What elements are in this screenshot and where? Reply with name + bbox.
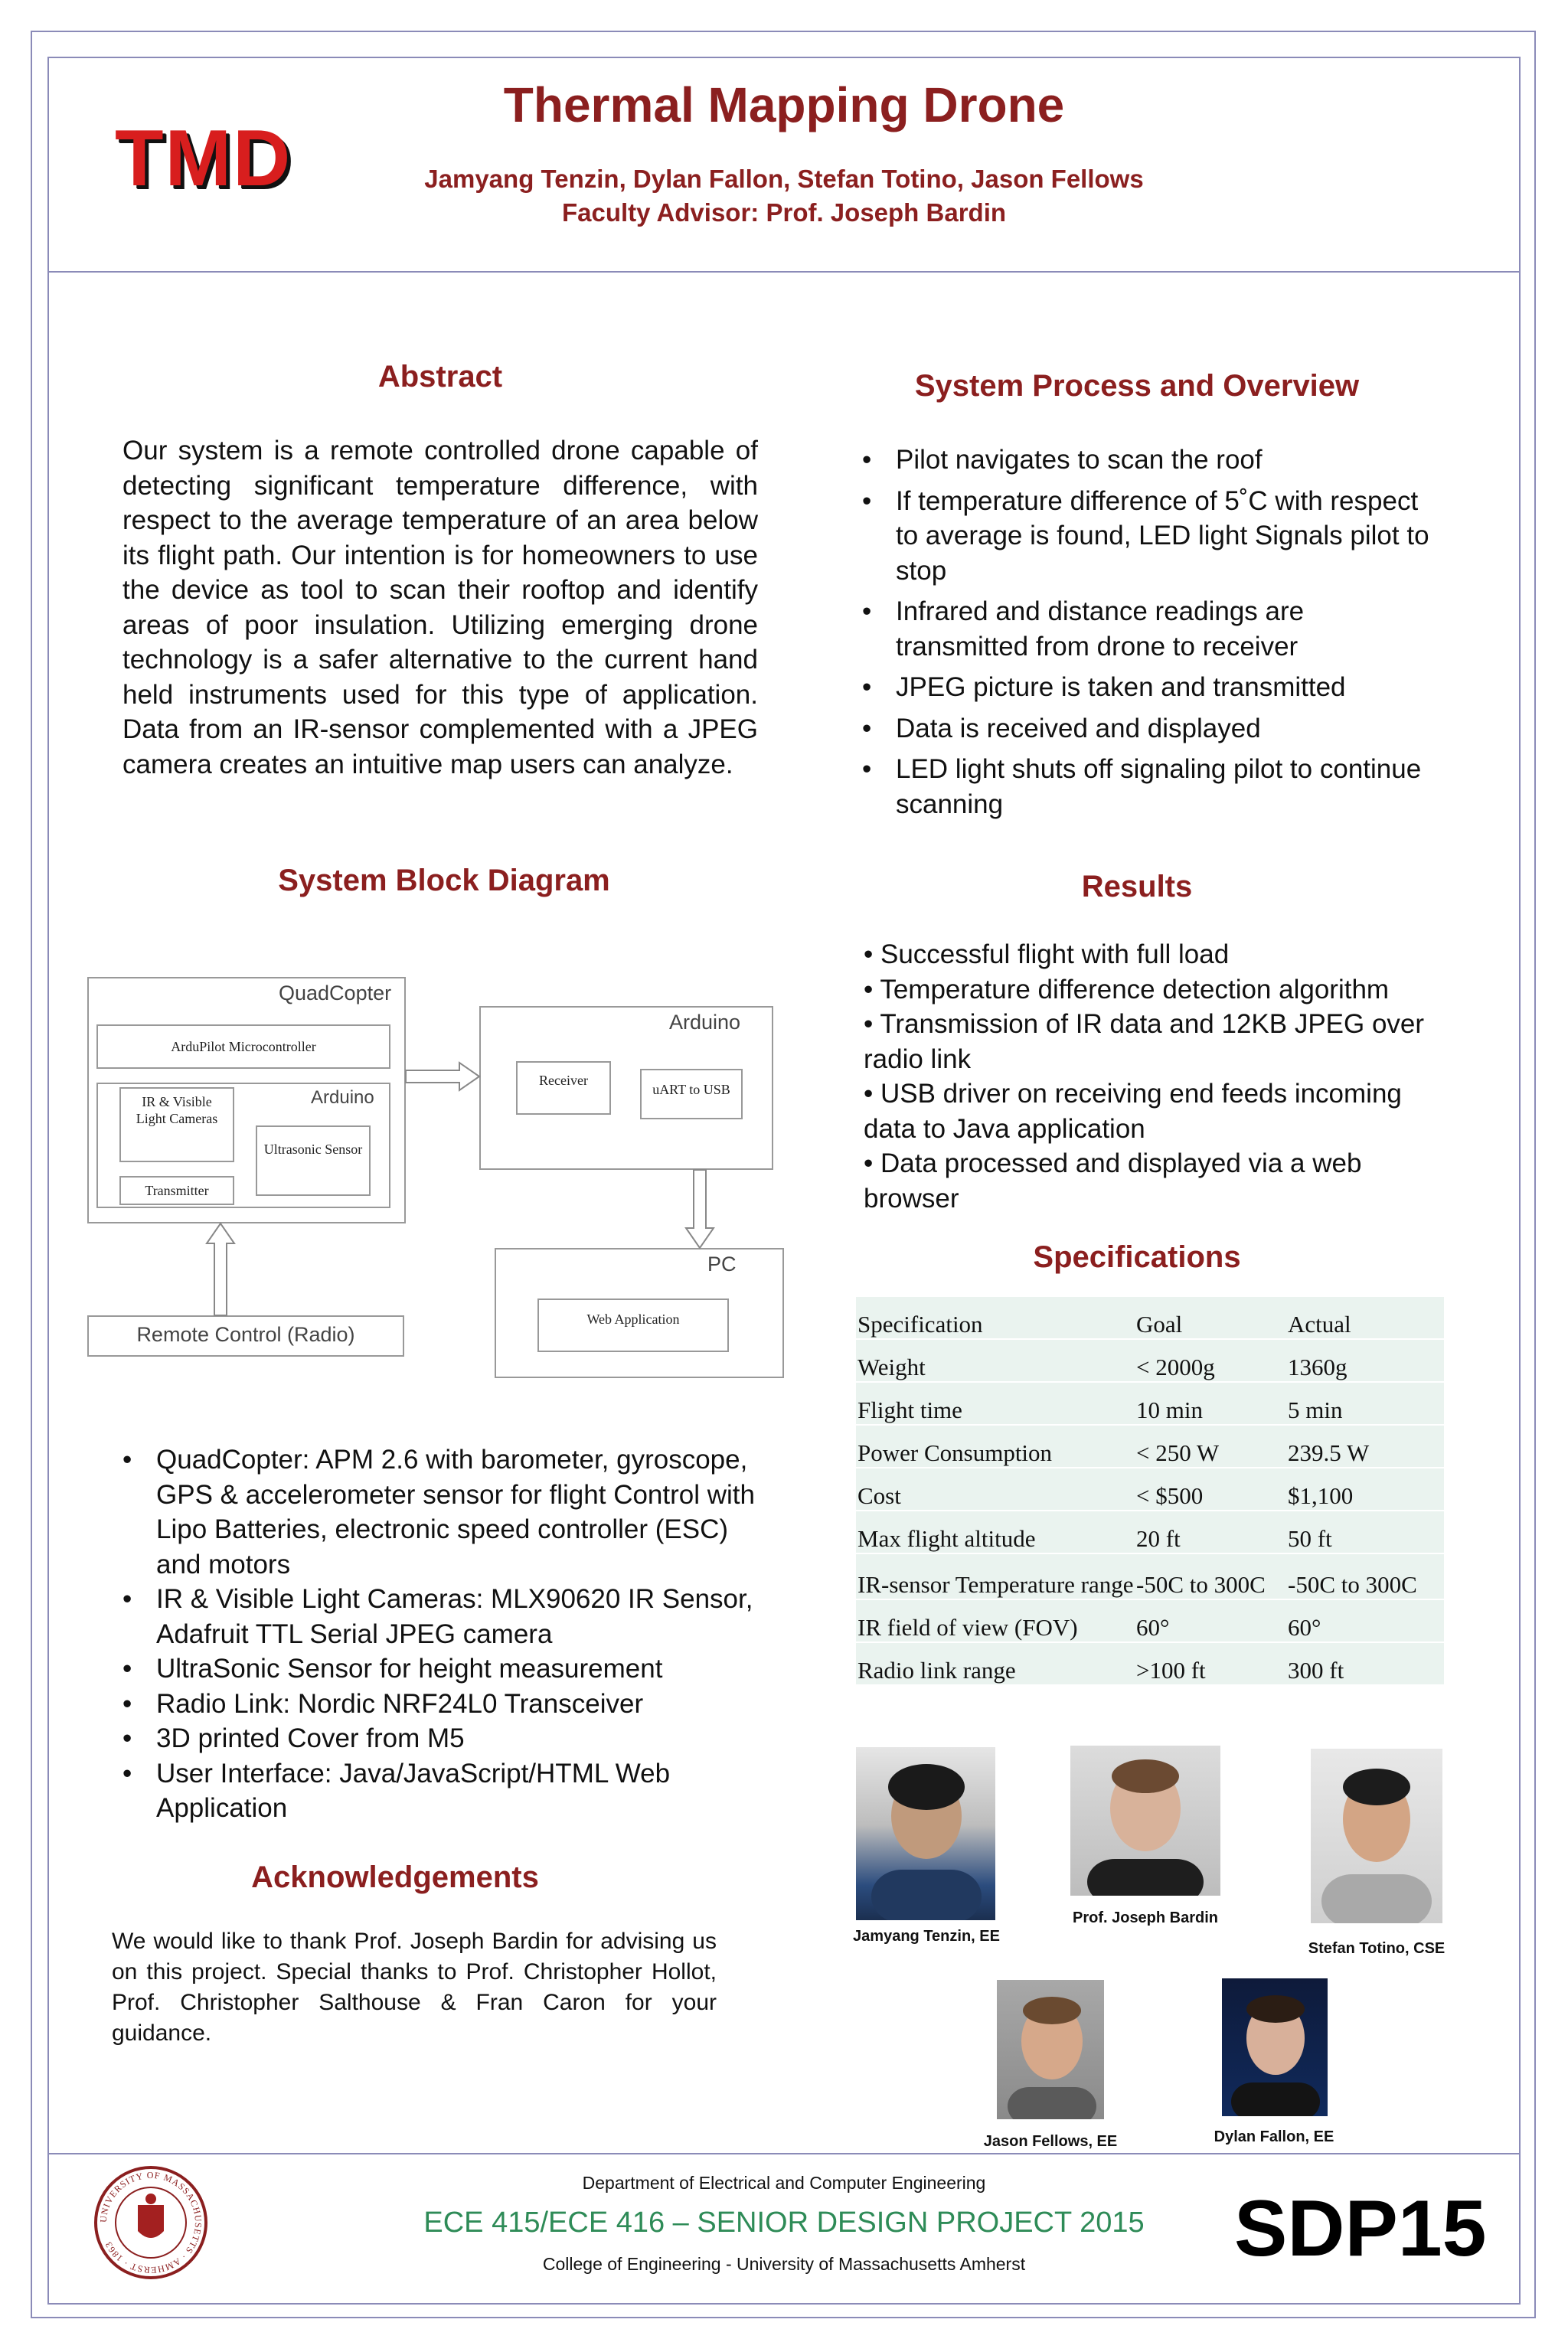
caption-stefan: Stefan Totino, CSE [1308, 1940, 1446, 1957]
footer-divider [47, 2153, 1521, 2154]
arduino-outer-label: Arduino [669, 1011, 741, 1034]
process-item: • JPEG picture is taken and transmitted [862, 672, 1346, 702]
components-bullets [119, 1442, 755, 1826]
tmd-logo: TMD [115, 114, 292, 203]
components-list [119, 1442, 755, 1826]
abstract-title: Abstract [377, 360, 503, 394]
table-cell: 60° [1286, 1599, 1444, 1642]
table-row [856, 1339, 1444, 1382]
table-row [856, 1382, 1444, 1425]
photo-bardin [1070, 1746, 1220, 1896]
table-row [856, 1468, 1444, 1511]
component-item: • User Interface: Java/JavaScript/HTML Web Application [122, 1758, 671, 1823]
table-cell: Radio link range [856, 1642, 1135, 1685]
table-cell: 50 ft [1286, 1511, 1444, 1553]
person-silhouette-icon [1070, 1746, 1220, 1896]
photo-dylan [1222, 1978, 1328, 2116]
acknowledgements-text: We would like to thank Prof. Joseph Bardin for advising us on this project. Special thanks to Prof. Christopher Hollot, Prof. Christopher Salthouse & Fran Caron for your guidance. [112, 1929, 717, 2046]
faculty-advisor: Faculty Advisor: Prof. Joseph Bardin [561, 198, 1007, 227]
ir-cameras-label: IR & Visible Light Cameras [136, 1094, 218, 1126]
person-silhouette-icon [1311, 1749, 1442, 1923]
results-item: • Temperature difference detection algorithm [864, 974, 1390, 1004]
table-cell: -50C to 300C [1286, 1553, 1444, 1599]
process-item: • Infrared and distance readings are transmitted from drone to receiver [862, 596, 1305, 662]
results-items [864, 937, 1461, 1216]
table-cell: Weight [856, 1339, 1135, 1382]
table-row [856, 1425, 1444, 1468]
caption-jason: Jason Fellows, EE [983, 2133, 1118, 2150]
process-bullets [859, 443, 1441, 822]
person-silhouette-icon [1222, 1978, 1328, 2116]
process-item: • If temperature difference of 5˚C with respect to average is found, LED light Signals pilot to stop [862, 485, 1429, 586]
table-cell: < 2000g [1135, 1339, 1286, 1382]
results-item: • USB driver on receiving end feeds incoming data to Java application [864, 1079, 1402, 1144]
table-cell: $1,100 [1286, 1468, 1444, 1511]
specifications-table-wrap [856, 1297, 1444, 1686]
table-cell: Specification [856, 1297, 1135, 1339]
component-item: • Radio Link: Nordic NRF24L0 Transceiver [122, 1688, 644, 1719]
table-cell: Cost [856, 1468, 1135, 1511]
header-divider [47, 271, 1521, 273]
table-cell: 5 min [1286, 1382, 1444, 1425]
table-row [856, 1511, 1444, 1553]
photo-jason [997, 1980, 1104, 2119]
sdp-badge: SDP15 [1234, 2184, 1487, 2273]
table-cell: 20 ft [1135, 1511, 1286, 1553]
pc-label: PC [707, 1253, 737, 1276]
component-item: • IR & Visible Light Cameras: MLX90620 IR Sensor, Adafruit TTL Serial JPEG camera [122, 1584, 753, 1649]
authors: Jamyang Tenzin, Dylan Fallon, Stefan Totino, Jason Fellows [424, 165, 1144, 193]
photo-stefan [1311, 1749, 1442, 1923]
specifications-title: Specifications [1033, 1240, 1241, 1274]
seal-text: UNIVERSITY OF MASSACHUSETTS · AMHERST · 1863 [97, 2169, 204, 2276]
process-title: System Process and Overview [914, 369, 1360, 403]
component-item: • QuadCopter: APM 2.6 with barometer, gyroscope, GPS & accelerometer sensor for flight Control with Lipo Batteries, electronic speed controller (ESC) and motors [122, 1445, 755, 1579]
footer-course: ECE 415/ECE 416 – SENIOR DESIGN PROJECT 2015 [423, 2207, 1145, 2239]
table-cell: 1360g [1286, 1339, 1444, 1382]
receiver-label: Receiver [539, 1073, 588, 1088]
component-item: • 3D printed Cover from M5 [122, 1723, 465, 1753]
table-row [856, 1642, 1444, 1685]
table-cell: 60° [1135, 1599, 1286, 1642]
process-item: • LED light shuts off signaling pilot to continue scanning [862, 754, 1422, 819]
authors-block [0, 162, 1568, 230]
remote-label: Remote Control (Radio) [136, 1323, 355, 1346]
ultrasonic-label: Ultrasonic Sensor [263, 1142, 363, 1157]
table-cell: Actual [1286, 1297, 1444, 1339]
transmitter-label: Transmitter [145, 1183, 209, 1198]
table-cell: < 250 W [1135, 1425, 1286, 1468]
table-cell: 300 ft [1286, 1642, 1444, 1685]
table-cell: Flight time [856, 1382, 1135, 1425]
results-item: • Data processed and displayed via a web browser [864, 1148, 1362, 1214]
results-title: Results [1081, 870, 1193, 903]
specifications-table [856, 1297, 1444, 1686]
caption-jamyang: Jamyang Tenzin, EE [853, 1928, 1000, 1945]
table-cell: 239.5 W [1286, 1425, 1444, 1468]
abstract-text: Our system is a remote controlled drone capable of detecting significant temperature difference, with respect to the average temperature of an area below its flight path. Our intention is for homeowners to use the device as tool to scan their rooftop and identify areas of poor insulation. Utilizing emerging drone technology is a safer alternative to the current hand held instruments used for this type of application. Data from an IR-sensor complemented with a JPEG camera creates an intuitive map users can analyze. [122, 436, 758, 779]
process-list [859, 443, 1441, 822]
block-diagram-title: System Block Diagram [278, 864, 610, 897]
quadcopter-label: QuadCopter [279, 982, 392, 1004]
web-app-label: Web Application [586, 1312, 680, 1327]
results-item: • Successful flight with full load [864, 939, 1230, 969]
photo-jamyang [856, 1747, 995, 1920]
table-cell: -50C to 300C [1135, 1553, 1286, 1599]
table-cell: IR-sensor Temperature range [856, 1553, 1135, 1599]
table-cell: Goal [1135, 1297, 1286, 1339]
person-silhouette-icon [856, 1747, 995, 1920]
caption-dylan: Dylan Fallon, EE [1214, 2128, 1334, 2145]
acknowledgements-title: Acknowledgements [251, 1860, 539, 1894]
table-cell: Power Consumption [856, 1425, 1135, 1468]
results-item: • Transmission of IR data and 12KB JPEG over radio link [864, 1009, 1425, 1074]
table-cell: Max flight altitude [856, 1511, 1135, 1553]
ardupilot-label: ArduPilot Microcontroller [171, 1039, 316, 1054]
uart-label: uART to USB [652, 1082, 730, 1097]
table-cell: 10 min [1135, 1382, 1286, 1425]
table-row [856, 1553, 1444, 1599]
poster-title: Thermal Mapping Drone [503, 77, 1065, 132]
person-silhouette-icon [997, 1980, 1104, 2119]
caption-bardin: Prof. Joseph Bardin [1072, 1909, 1219, 1926]
table-cell: IR field of view (FOV) [856, 1599, 1135, 1642]
results-list [864, 937, 1461, 1216]
process-item: • Data is received and displayed [862, 713, 1261, 743]
footer-college: College of Engineering - University of Massachusetts Amherst [542, 2254, 1026, 2274]
component-item: • UltraSonic Sensor for height measurement [122, 1654, 663, 1684]
table-header-row [856, 1297, 1444, 1339]
process-item: • Pilot navigates to scan the roof [862, 445, 1263, 475]
table-cell: >100 ft [1135, 1642, 1286, 1685]
footer-department: Department of Electrical and Computer Engineering [582, 2173, 986, 2193]
table-row [856, 1599, 1444, 1642]
arduino-inner-label: Arduino [311, 1087, 374, 1108]
table-cell: < $500 [1135, 1468, 1286, 1511]
